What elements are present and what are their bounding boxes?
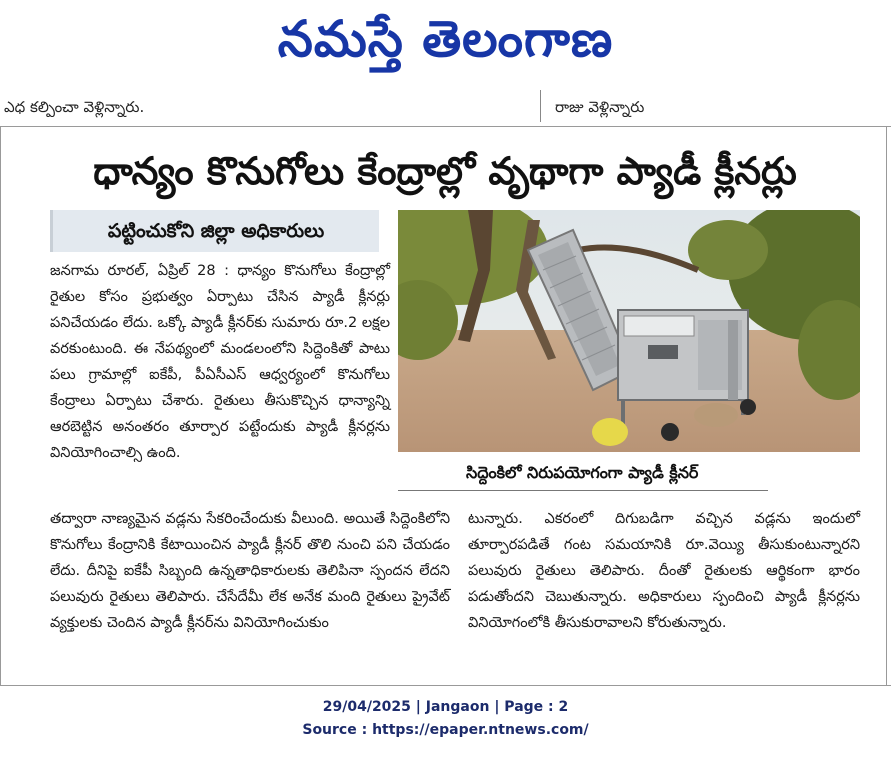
- article-paragraph-1: జనగామ రూరల్, ఏప్రిల్ 28 : ధాన్యం కొనుగోలు కేంద్రాల్లో రైతుల కోసం ప్రభుత్వం ఏర్పాటు చేసిన ప్యాడీ క్లీనర్లు పనిచేయడం లేదు. ఒక్కో ప్యాడీ క్లీనర్‌కు సుమారు రూ.2 లక్షల వరకుంటుంది. ఈ నేపథ్యంలో మండలంలోని సిద్దెంకితో పాటు పలు గ్రామాల్లో ఐకేపీ, పీఏసీఎస్ ఆధ్వర్యంలో కొనుగోలు కేంద్రాలు ఏర్పాటు చేశారు. రైతులు తీసుకొచ్చిన ధాన్యాన్ని ఆరబెట్టిన అనంతరం తూర్పార పట్టేందుకు ప్యాడీ క్లీనర్లను వినియోగించాల్సి ఉంది.: [50, 263, 390, 461]
- paddy-cleaner-photo: [398, 210, 860, 452]
- photo-caption: సిద్దెంకిలో నిరుపయోగంగా ప్యాడీ క్లీనర్: [398, 455, 768, 491]
- footer-divider: [0, 685, 891, 686]
- column-divider: [540, 90, 541, 122]
- edition-info: 29/04/2025 | Jangaon | Page : 2: [322, 699, 569, 715]
- article-kicker: పట్టించుకోని జిల్లా అధికారులు: [50, 210, 379, 252]
- article-photo: [398, 210, 860, 452]
- article-paragraph-3: టున్నారు. ఎకరంలో దిగుబడిగా వచ్చిన వడ్లను ఇందులో తూర్పారపడితే గంట సమయానికి రూ.వెయ్యి తీసుకుంటున్నారని పలువురు రైతులు తెలిపారు. దీంతో రైతులకు ఆర్థికంగా భారం పడుతోందని చెబుతున్నారు. అధికారులు స్పందించి ప్యాడీ క్లీనర్లను వినియోగంలోకి తీసుకురావాలని కోరుతున్నారు.: [468, 511, 860, 631]
- article-column-right: [468, 506, 860, 636]
- strip-left-text: ఎధ కల్పించా వెళ్లిన్నారు.: [4, 98, 145, 116]
- article-column-bottom-left: [50, 506, 450, 636]
- article-paragraph-2: తద్వారా నాణ్యమైన వడ్లను సేకరించేందుకు వీలుంది. అయితే సిద్దెంకిలోని కొనుగోలు కేంద్రానికి కేటాయించిన ప్యాడీ క్లీనర్ తొలి నుంచి పని చేయడం లేదు. దీనిపై ఐకేపీ సిబ్బంది ఉన్నతాధికారులకు తెలిపినా స్పందన లేదని పలువురు రైతులు తెలిపారు. చేసేదేమీ లేక అనేక మంది రైతులు ప్రైవేట్ వ్యక్తులకు చెందిన ప్యాడీ క్లీనర్‌ను వినియోగించుకుం: [50, 511, 450, 631]
- source-link[interactable]: Source : https://epaper.ntnews.com/: [302, 722, 589, 738]
- article-column-left: [50, 258, 390, 466]
- article-headline: ధాన్యం కొనుగోలు కేంద్రాల్లో వృథాగా ప్యాడీ క్లీనర్లు: [93, 149, 797, 193]
- frame-border-right: [886, 126, 887, 686]
- previous-page-strip: [0, 86, 891, 127]
- newspaper-masthead: నమస్తే తెలంగాణ: [277, 10, 614, 68]
- frame-border-left: [0, 126, 1, 686]
- strip-right-text: రాజు వెళ్లిన్నారు: [555, 98, 645, 116]
